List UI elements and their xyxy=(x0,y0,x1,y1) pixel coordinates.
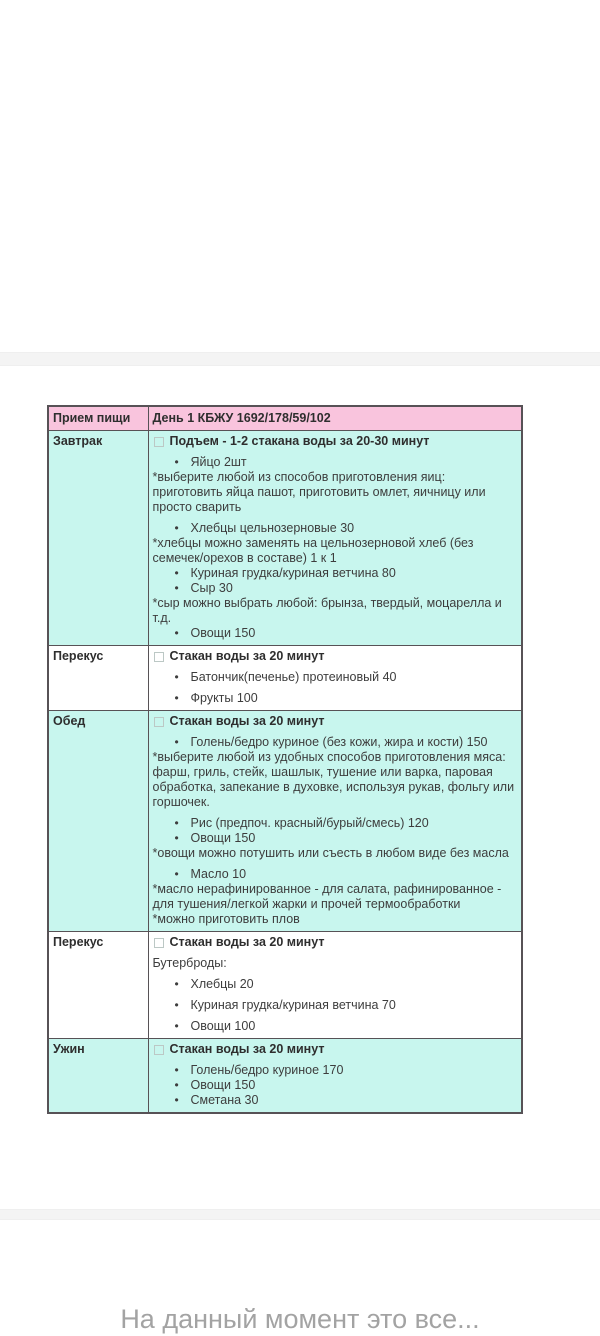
bullet-icon: • xyxy=(174,581,179,595)
note-text: *овощи можно потушить или съесть в любом виде без масла xyxy=(152,846,509,860)
food-item xyxy=(175,998,518,1013)
food-item-text: Овощи 150 xyxy=(190,1078,256,1092)
water-instruction-line xyxy=(153,935,518,950)
page-separator-top xyxy=(0,352,600,366)
food-item-text: Голень/бедро куриное (без кожи, жира и кости) 150 xyxy=(190,735,488,749)
water-instruction-line xyxy=(153,434,518,449)
food-item-text: Сметана 30 xyxy=(190,1093,259,1107)
food-item xyxy=(175,581,518,596)
checkbox-icon xyxy=(154,652,164,662)
bullet-icon: • xyxy=(174,566,179,580)
bullet-icon: • xyxy=(174,998,179,1012)
food-item-text: Фрукты 100 xyxy=(190,691,258,705)
bullet-icon: • xyxy=(174,626,179,640)
food-item xyxy=(175,1078,518,1093)
food-item xyxy=(175,977,518,992)
food-item-text: Куриная грудка/куриная ветчина 70 xyxy=(190,998,396,1012)
checkbox-icon xyxy=(154,717,164,727)
food-item xyxy=(175,566,518,581)
header-day-kbju-column: День 1 КБЖУ 1692/178/59/102 xyxy=(148,406,522,431)
bullet-icon: • xyxy=(174,670,179,684)
meal-content-cell xyxy=(148,431,522,646)
meal-name-cell: Завтрак xyxy=(48,431,148,646)
food-item-text: Овощи 150 xyxy=(190,831,256,845)
table-header-row xyxy=(48,406,522,431)
bullet-icon: • xyxy=(174,521,179,535)
note-text: *можно приготовить плов xyxy=(152,912,300,926)
food-item xyxy=(175,691,518,706)
food-item xyxy=(175,1063,518,1078)
table-row xyxy=(48,711,522,932)
bullet-icon: • xyxy=(174,831,179,845)
note-text: *выберите любой из способов приготовления яиц: приготовить яйца пашот, приготовить омлет, яичницу или просто сварить xyxy=(152,470,486,514)
bullet-icon: • xyxy=(174,1063,179,1077)
food-item-text: Голень/бедро куриное 170 xyxy=(190,1063,344,1077)
food-item-text: Яйцо 2шт xyxy=(190,455,247,469)
meal-content-cell xyxy=(148,646,522,711)
instruction-text: Стакан воды за 20 минут xyxy=(169,649,325,663)
meal-name-cell: Перекус xyxy=(48,646,148,711)
food-item xyxy=(175,1093,518,1108)
food-item-text: Сыр 30 xyxy=(190,581,233,595)
header-meal-column: Прием пищи xyxy=(48,406,148,431)
food-item xyxy=(175,735,518,750)
bullet-icon: • xyxy=(174,691,179,705)
note-text: *хлебцы можно заменять на цельнозерновой хлеб (без семечек/орехов в составе) 1 к 1 xyxy=(152,536,474,565)
note-text: *выберите любой из удобных способов приготовления мяса: фарш, гриль, стейк, шашлык, тушение или варка, паровая обработка, запекание в духовке, используя рукав, фольгу или горшочек. xyxy=(152,750,515,809)
food-item-text: Масло 10 xyxy=(190,867,247,881)
food-item xyxy=(175,521,518,536)
water-instruction-line xyxy=(153,649,518,664)
food-item-text: Овощи 100 xyxy=(190,1019,256,1033)
bullet-icon: • xyxy=(174,1078,179,1092)
table-row xyxy=(48,431,522,646)
food-item xyxy=(175,455,518,470)
table-row xyxy=(48,1039,522,1114)
bullet-icon: • xyxy=(174,455,179,469)
bullet-icon: • xyxy=(174,977,179,991)
food-item-text: Хлебцы цельнозерновые 30 xyxy=(190,521,355,535)
note-text: *сыр можно выбрать любой: брынза, твердый, моцарелла и т.д. xyxy=(152,596,502,625)
bullet-icon: • xyxy=(174,735,179,749)
food-item xyxy=(175,670,518,685)
meal-content-cell xyxy=(148,1039,522,1114)
instruction-text: Стакан воды за 20 минут xyxy=(169,1042,325,1056)
clipped-next-heading: На данный момент это все... xyxy=(120,1304,480,1334)
table-row xyxy=(48,646,522,711)
food-item-text: Хлебцы 20 xyxy=(190,977,254,991)
page-separator-bottom xyxy=(0,1209,600,1220)
meal-plan-table xyxy=(47,405,523,1114)
bullet-icon: • xyxy=(174,1019,179,1033)
bullet-icon: • xyxy=(174,867,179,881)
meal-name-cell: Обед xyxy=(48,711,148,932)
instruction-text: Стакан воды за 20 минут xyxy=(169,714,325,728)
food-item xyxy=(175,1019,518,1034)
food-item-text: Рис (предпоч. красный/бурый/смесь) 120 xyxy=(190,816,429,830)
food-item-text: Куриная грудка/куриная ветчина 80 xyxy=(190,566,396,580)
water-instruction-line xyxy=(153,1042,518,1057)
meal-name-cell: Перекус xyxy=(48,932,148,1039)
food-item xyxy=(175,626,518,641)
table-row xyxy=(48,932,522,1039)
checkbox-icon xyxy=(154,1045,164,1055)
food-item xyxy=(175,831,518,846)
instruction-text: Стакан воды за 20 минут xyxy=(169,935,325,949)
meal-content-cell xyxy=(148,932,522,1039)
bullet-icon: • xyxy=(174,816,179,830)
bullet-icon: • xyxy=(174,1093,179,1107)
food-item xyxy=(175,867,518,882)
checkbox-icon xyxy=(154,437,164,447)
food-item-text: Овощи 150 xyxy=(190,626,256,640)
food-item xyxy=(175,816,518,831)
water-instruction-line xyxy=(153,714,518,729)
note-text: *масло нерафинированное - для салата, рафинированное - для тушения/легкой жарки и прочей термообработки xyxy=(152,882,502,911)
plain-text: Бутерброды: xyxy=(152,956,227,970)
food-item-text: Батончик(печенье) протеиновый 40 xyxy=(190,670,397,684)
instruction-text: Подъем - 1-2 стакана воды за 20-30 минут xyxy=(169,434,430,448)
meal-content-cell xyxy=(148,711,522,932)
meal-name-cell: Ужин xyxy=(48,1039,148,1114)
checkbox-icon xyxy=(154,938,164,948)
